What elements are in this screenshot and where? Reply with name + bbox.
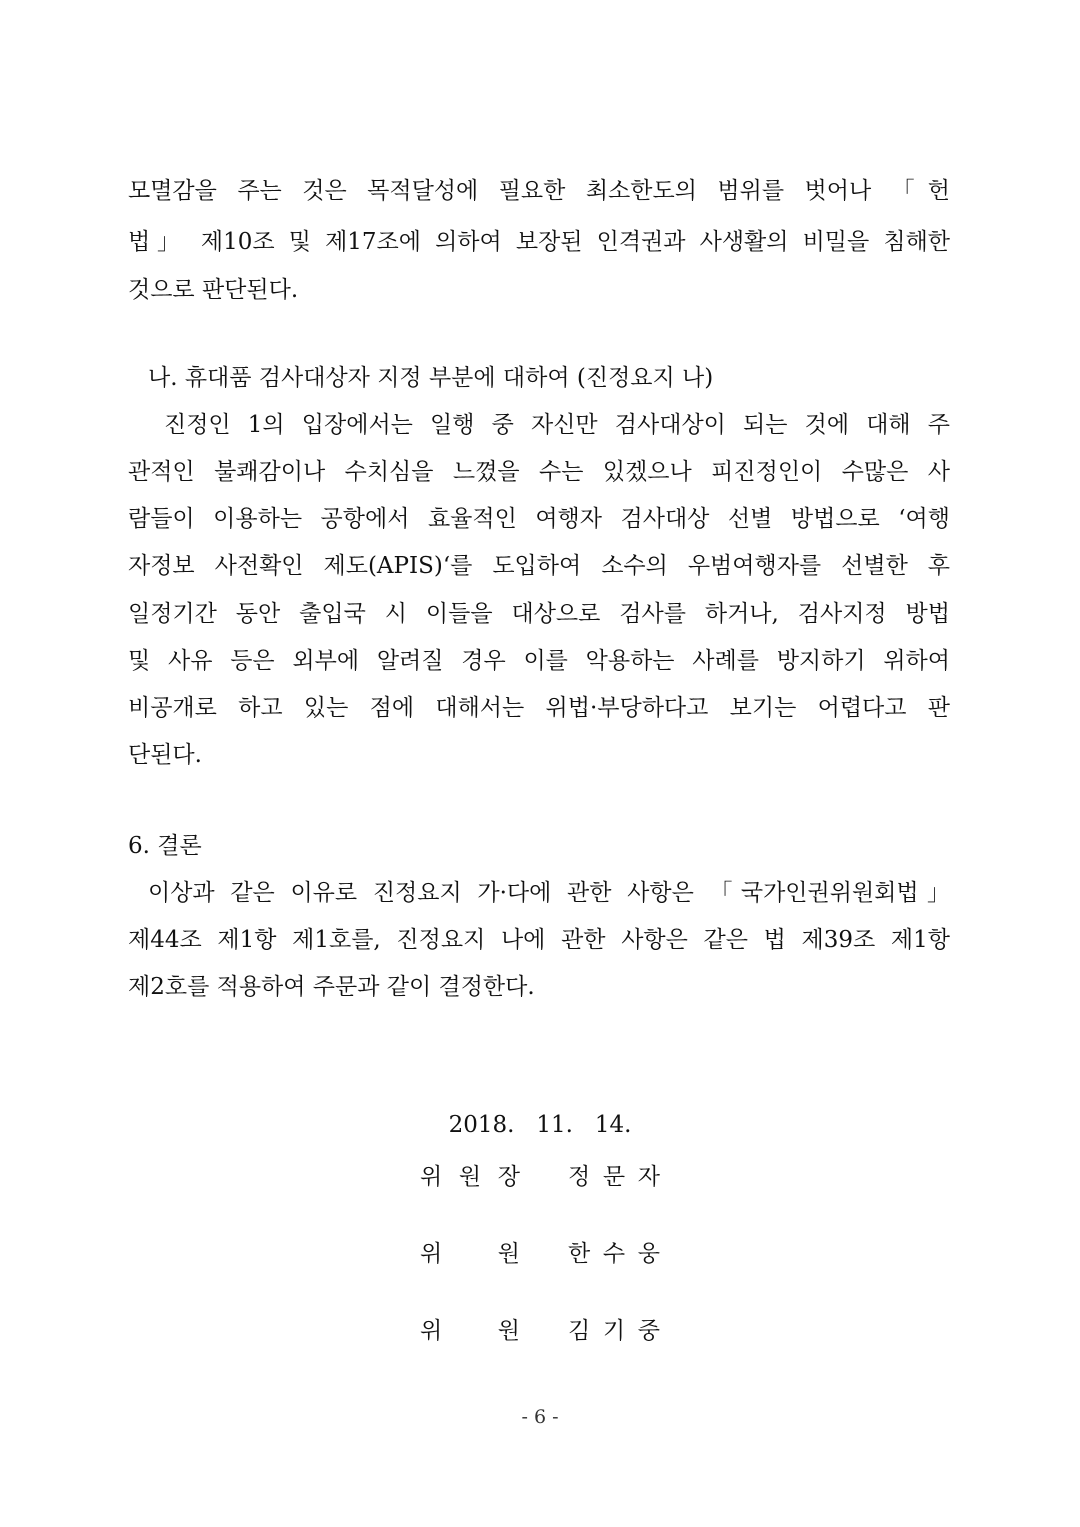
paragraph-line: 관적인 불쾌감이나 수치심을 느꼈을 수는 있겠으나 피진정인이 수많은 사	[128, 459, 950, 485]
decision-date: 2018. 11. 14.	[448, 1112, 632, 1138]
signature-row	[420, 1316, 660, 1346]
name-char: 기	[602, 1318, 626, 1344]
name-char: 정	[568, 1164, 591, 1190]
paragraph-line: 이상과 같은 이유로 진정요지 가·다에 관한 사항은 「국가인권위원회법」	[148, 880, 950, 906]
signature-row	[420, 1162, 660, 1192]
paragraph-line: 진정인 1의 입장에서는 일행 중 자신만 검사대상이 되는 것에 대해 주	[164, 412, 950, 438]
name-char: 웅	[637, 1241, 660, 1267]
paragraph-line: 자정보 사전확인 제도(APIS)‘를 도입하여 소수의 우범여행자를 선별한 후	[128, 553, 950, 579]
role-char: 위	[420, 1241, 443, 1267]
role-char: 원	[497, 1241, 520, 1267]
name-char: 수	[602, 1241, 626, 1267]
paragraph-line: 비공개로 하고 있는 점에 대해서는 위법·부당하다고 보기는 어렵다고 판	[128, 695, 950, 721]
paragraph-line: 단된다.	[128, 742, 202, 768]
paragraph-line: 것으로 판단된다.	[128, 277, 299, 303]
role-char: 장	[497, 1164, 520, 1190]
role-char: 원	[497, 1318, 520, 1344]
name-char: 한	[568, 1241, 591, 1267]
paragraph-line: 제2호를 적용하여 주문과 같이 결정한다.	[128, 974, 535, 1000]
paragraph-line: 및 사유 등은 외부에 알려질 경우 이를 악용하는 사례를 방지하기 위하여	[128, 648, 950, 674]
name-char: 김	[568, 1318, 591, 1344]
paragraph-line: 람들이 이용하는 공항에서 효율적인 여행자 검사대상 선별 방법으로 ‘여행	[128, 506, 950, 532]
section-heading: 나. 휴대품 검사대상자 지정 부분에 대하여 (진정요지 나)	[148, 365, 714, 391]
name-char: 문	[602, 1164, 626, 1190]
signature-row	[420, 1239, 660, 1269]
name-char: 중	[637, 1318, 660, 1344]
role-char: 위	[420, 1164, 443, 1190]
name-char: 자	[637, 1164, 660, 1190]
page-number: - 6 -	[521, 1406, 559, 1428]
role-char: 원	[458, 1164, 482, 1190]
paragraph-line: 제44조 제1항 제1호를, 진정요지 나에 관한 사항은 같은 법 제39조 제1항	[128, 927, 950, 953]
paragraph-line: 모멸감을 주는 것은 목적달성에 필요한 최소한도의 범위를 벗어나 「헌	[128, 178, 950, 204]
paragraph-line: 법」 제10조 및 제17조에 의하여 보장된 인격권과 사생활의 비밀을 침해한	[128, 229, 950, 255]
section-heading: 6. 결론	[128, 833, 202, 859]
role-char: 위	[420, 1318, 443, 1344]
paragraph-line: 일정기간 동안 출입국 시 이들을 대상으로 검사를 하거나, 검사지정 방법	[128, 601, 950, 627]
